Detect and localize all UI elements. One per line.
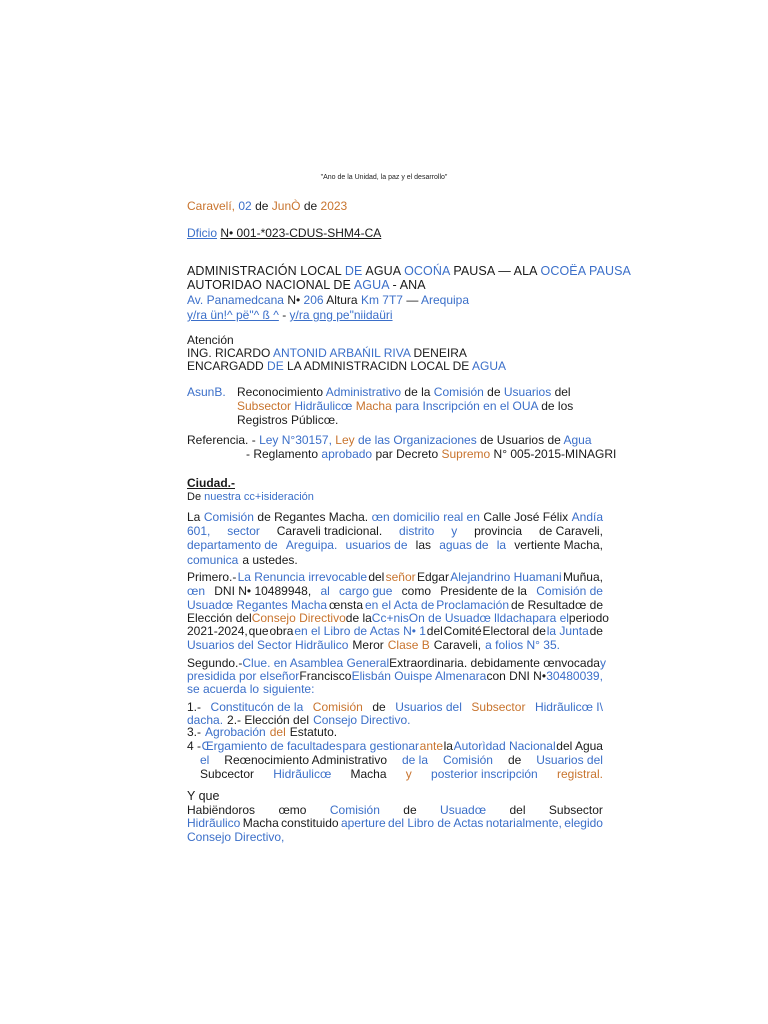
text-span: Agrobación (205, 725, 266, 739)
text-span: Extraordinaria. debidamente œnvocada (389, 656, 600, 670)
text-span: Usuadœ Regantes Macha (187, 598, 328, 612)
text-span: Andía (571, 510, 603, 524)
text-span: señor (269, 669, 300, 683)
text-span: registral. (556, 767, 603, 781)
text-span: y (451, 524, 458, 538)
text-line (187, 524, 603, 538)
greeting-line-2: De nuestra cc+isideración (187, 491, 314, 503)
text-span: Habiëndoros (187, 803, 256, 817)
text-line (187, 816, 603, 830)
text-span: que (248, 624, 269, 638)
text-span: Caraveli tradicional. (276, 524, 383, 538)
text-span: dacha. (187, 713, 224, 727)
text-span: œnsta (329, 598, 364, 612)
text-span: Usuarios del Sector Hidrãulico (187, 638, 349, 652)
text-span: de la (345, 611, 372, 625)
text-line (187, 611, 609, 625)
text-span: periodo (568, 611, 609, 625)
text-line (187, 638, 603, 652)
text-span: de (589, 624, 603, 638)
text-span: Hidrãulicœ (273, 767, 332, 781)
text-span: el (200, 753, 210, 767)
text-span: La Renuncia irrevocable (237, 570, 368, 584)
text-span: cargo gue (339, 584, 393, 598)
text-span: Comité (443, 624, 482, 638)
text-span: Presidente de la (440, 584, 527, 598)
text-span: Comisión (312, 700, 363, 714)
text-span: la Junta (546, 624, 589, 638)
text-span: del Libro de Actas (388, 816, 484, 830)
text-line (187, 510, 603, 524)
text-span: Caraveli, (433, 638, 482, 652)
text-span: real en (443, 510, 480, 524)
text-span: Usuarios del (536, 753, 603, 767)
text-span: en el Acta de (364, 598, 435, 612)
text-span: Constitucón de la (210, 700, 304, 714)
text-span: en el Libro de Actas N• 1 (294, 624, 426, 638)
text-span: œn domicilio (371, 510, 440, 524)
text-span: DNI N• 10489948, (214, 584, 312, 598)
text-span: Segundo.- (187, 656, 243, 670)
text-span: de (403, 803, 417, 817)
text-line (187, 584, 603, 598)
text-span: la (496, 538, 507, 552)
attention-label: Atención (187, 333, 234, 347)
text-span: presidida por el (187, 669, 270, 683)
text-span: Œrgamiento de facultades (201, 739, 342, 753)
text-span: elegido (564, 816, 603, 830)
text-span: comunica (187, 553, 239, 567)
text-span: Subcector (200, 767, 255, 781)
text-span: Primero.- (187, 570, 237, 584)
text-span: Comisión (203, 510, 254, 524)
text-span: Consejo Directivo. (313, 713, 411, 727)
text-span: Hidrãulico (187, 816, 241, 830)
text-span: Subsector (548, 803, 603, 817)
text-line (187, 598, 603, 612)
text-span: Electoral de (482, 624, 546, 638)
text-span: 2.- Elección del (227, 713, 310, 727)
text-span: Comisión (329, 803, 380, 817)
text-span: para gestionar (342, 739, 420, 753)
text-span: del (269, 725, 286, 739)
text-span: Macha (350, 767, 387, 781)
text-span: para el (532, 611, 569, 625)
text-span: Proclamación (436, 598, 509, 612)
text-span: de (372, 700, 386, 714)
text-span: 4 - (187, 739, 202, 753)
text-span: Consejo Directivo (251, 611, 346, 625)
text-span: Autorìdad Nacional (453, 739, 556, 753)
text-line (200, 767, 603, 781)
text-span: Consejo Directivo, (187, 830, 285, 844)
text-span: se acuerda lo (187, 682, 260, 696)
text-span: ante (419, 739, 444, 753)
text-span: Hidrãulicœ I\ (534, 700, 603, 714)
text-span: Calle José Félix (483, 510, 569, 524)
text-span: distrito (399, 524, 435, 538)
text-span: del (368, 570, 385, 584)
text-span: 30480039, (546, 669, 603, 683)
text-span: Reœnocimiento Administrativo (224, 753, 388, 767)
motto: "Ano de la Unidad, la paz y el desarrollo" (320, 174, 448, 181)
text-span: como (401, 584, 431, 598)
text-span: a ustedes. (242, 553, 298, 567)
recipient-link-1: y/ra ün!^ pë"^ ß ^ (187, 308, 279, 322)
attention-name: ING. RICARDO ANTONID ARBAŃIL RIVA DENEIRA (187, 346, 467, 360)
text-line (187, 656, 606, 670)
recipient-line-1: ADMINISTRACIÓN LOCAL DE AGUA OCOŃA PAUSA — ALA OCOËA PAUSA (187, 264, 631, 278)
text-span: œmo (278, 803, 307, 817)
text-span: 2021-2024, (187, 624, 248, 638)
text-span: de (507, 753, 522, 767)
text-span: La (187, 510, 201, 524)
text-span: del Agua (556, 739, 603, 753)
text-span: obra (269, 624, 294, 638)
text-span: 601, (187, 524, 211, 538)
asunto-line-2: Subsector Hidrãulicœ Macha para Inscripción en el OUA de los (237, 399, 574, 413)
text-span: y (599, 656, 606, 670)
text-span: 3.- (187, 725, 202, 739)
text-span: Usuadœ (440, 803, 487, 817)
asunto-line-3: Registros Públicœ. (237, 413, 339, 427)
text-span: Macha (242, 816, 279, 830)
text-line (187, 739, 603, 753)
asunto-line-1: Reconocimiento Administrativo de la Comisión de Usuarios del (237, 385, 571, 399)
text-line (187, 830, 603, 844)
closing-y-que: Y que (187, 789, 220, 803)
text-span: Clase B (387, 638, 430, 652)
text-span: aperture (340, 816, 386, 830)
text-span: siguiente: (263, 682, 315, 696)
text-span: aguas de (439, 538, 489, 552)
text-span: Edgar (416, 570, 449, 584)
text-span: al (320, 584, 330, 598)
text-span: del (509, 803, 526, 817)
text-span: notarialmente, (485, 816, 562, 830)
text-span: de Regantes Macha. (257, 510, 369, 524)
text-span: provincia (474, 524, 523, 538)
text-span: posterior inscripción (431, 767, 538, 781)
attention-role: ENCARGADD DE LA ADMINISTRACIDN LOCAL DE AGUA (187, 359, 507, 373)
text-span: de la (401, 753, 429, 767)
text-span: Alejandrino Huamani (450, 570, 562, 584)
text-span: Estatuto. (289, 725, 338, 739)
text-span: del (426, 624, 443, 638)
text-line (187, 803, 603, 817)
place-date: Caravelí, 02 de JunÒ de 2023 (187, 199, 348, 213)
recipient-link-2: y/ra gng pe"niidaüri (289, 308, 393, 322)
text-span: señor (385, 570, 416, 584)
text-span: Comisión (442, 753, 493, 767)
text-line (200, 753, 603, 767)
text-span: departamento de (187, 538, 278, 552)
text-span: de Resultadœ de (510, 598, 603, 612)
text-span: las (415, 538, 432, 552)
text-line (187, 669, 603, 683)
text-span: la (443, 739, 453, 753)
text-span: Usuarios del (395, 700, 462, 714)
text-line (187, 624, 603, 638)
text-span: vertiente Macha, (514, 538, 603, 552)
text-span: a folios N° 35. (485, 638, 560, 652)
text-line (187, 700, 603, 714)
text-span: œn (187, 584, 205, 598)
text-span: Areguipa. (285, 538, 338, 552)
text-span: sector (227, 524, 260, 538)
oficio-number: Dficio N• 001-*023-CDUS-SHM4-CA (187, 226, 382, 240)
text-span: Cc+nisOn de Usuadœ lldacha (371, 611, 533, 625)
text-line (187, 553, 603, 567)
text-span: Muñua, (562, 570, 603, 584)
text-span: 1.- (187, 700, 202, 714)
text-span: Meror (352, 638, 384, 652)
asunto-label: AsunB. (187, 385, 226, 399)
text-span: de Caraveli, (538, 524, 603, 538)
text-line (187, 570, 603, 584)
text-span: Elección del (187, 611, 252, 625)
text-line (187, 682, 603, 696)
text-span: Elisbán Ouispe Almenara (351, 669, 487, 683)
text-span: con DNI N• (486, 669, 547, 683)
text-span: Francisco (299, 669, 352, 683)
recipient-links: y/ra ün!^ pë"^ ß ^ - y/ra gng pe"niidaüri (187, 308, 393, 322)
referencia-line-2: - Reglamento aprobado par Decreto Supremo N° 005-2015-MINAGRI (246, 447, 617, 461)
recipient-address: Av. Panamedcana N• 206 Altura Km 7T7 — Arequipa (187, 293, 470, 307)
text-span: Subsector (471, 700, 526, 714)
text-span: constituido (281, 816, 339, 830)
text-line (187, 725, 603, 739)
greeting-city: Ciudad.- (187, 476, 235, 490)
recipient-line-2: AUTORIDAO NACIONAL DE AGUA - ANA (187, 278, 426, 292)
text-span: y (405, 767, 412, 781)
text-line (187, 538, 603, 552)
text-span: Comisión de (536, 584, 603, 598)
text-span: usuarios de (345, 538, 408, 552)
text-span: Clue. en Asamblea General (242, 656, 390, 670)
referencia-line-1: Referencia. - Ley N°30157, Ley de las Organizaciones de Usuarios de Agua (187, 433, 592, 447)
